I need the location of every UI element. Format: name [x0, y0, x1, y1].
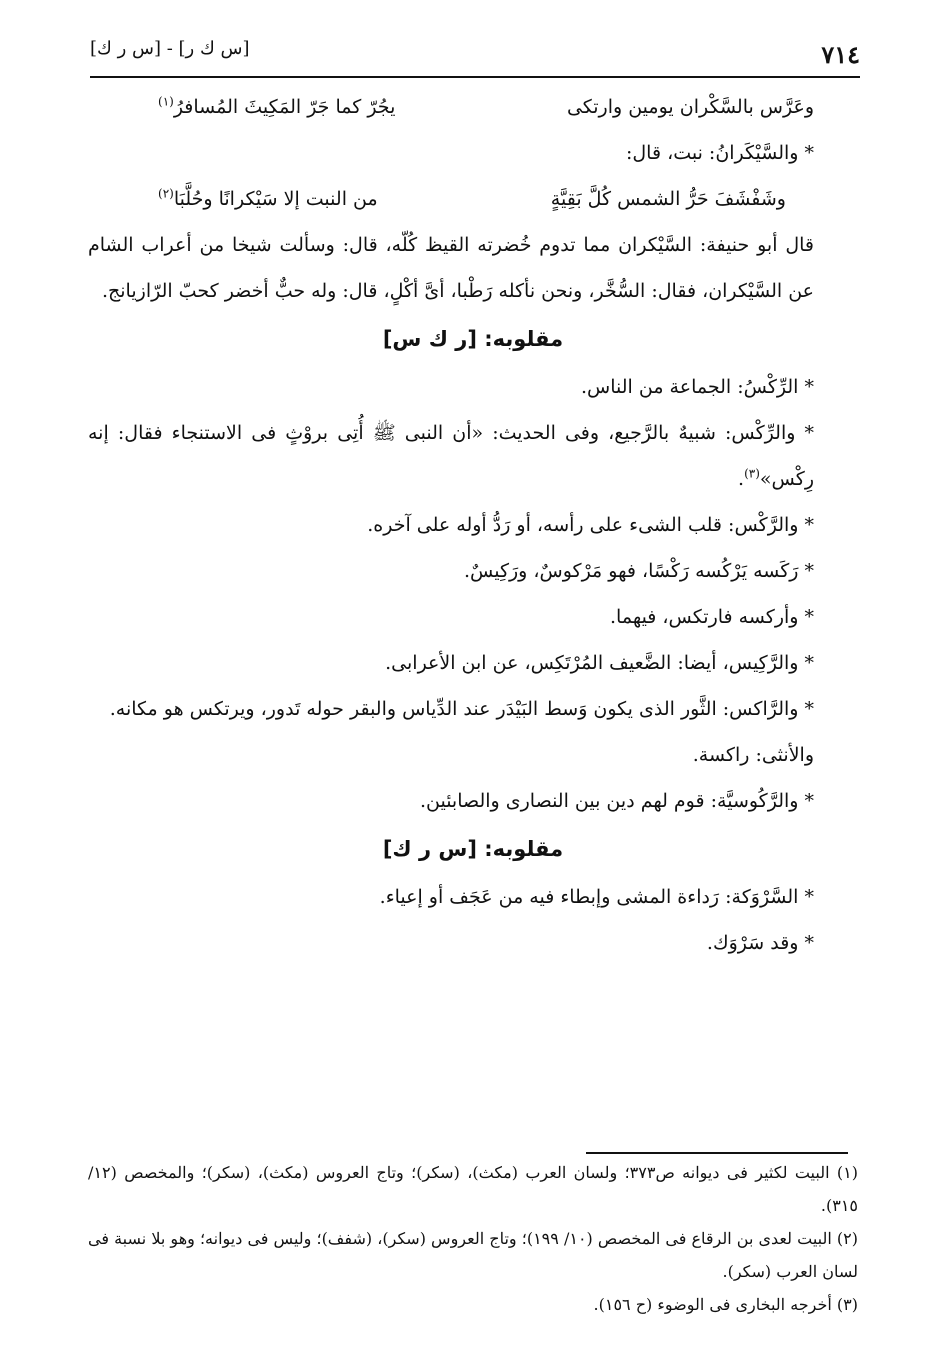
entry-rks-9: * والرَّكُوسيَّة: قوم لهم دين بين النصارى والصابئين. [419, 790, 814, 812]
section-heading-srk: مقلوبه: [س ر ك] [382, 837, 564, 861]
footnote-3: (٣) أخرجه البخارى فى الوضوء (ح ١٥٦). [593, 1295, 858, 1314]
footnote-2: (٢) البيت لعدى بن الرقاع فى المخصص (١٠/ ١٩٩)؛ وتاج العروس (سكر)، (شفف)؛ وليس فى ديوانه؛ وهو بلا نسبة فى لسان العرب (سكر). [88, 1229, 858, 1281]
verse-2 [88, 176, 858, 222]
footnotes [88, 1156, 858, 1321]
verse-1 [88, 84, 858, 130]
verse-1-first-hemistich: وعَرَّس بالسَّكْران يومين وارتكى [566, 96, 814, 118]
running-head-title: [س ك ر] - [س ر ك] [90, 38, 250, 59]
entry-srk-2: * وقد سَرْوَك. [706, 932, 814, 954]
verse-2-second-hemistich: من النبت إلا سَيْكرانًا وحُلَّبَا$^{(٢)}$ [158, 186, 378, 210]
footnote-rule [586, 1152, 848, 1154]
entry-rks-1: * الرِّكْسُ: الجماعة من الناس. [581, 376, 814, 398]
entry-saykaran: * والسَّيْكَرانُ: نبت، قال: [625, 142, 814, 164]
footnote-ref-1: (١) [158, 94, 174, 109]
page-number: ٧١٤ [821, 40, 860, 69]
footnote-ref-2: (٢) [158, 186, 174, 201]
header-rule [90, 76, 860, 78]
verse-1-second-hemistich: يجُرّ كما جَرّ المَكِيثَ المُسافرُ$^{(١)}$ [158, 94, 396, 118]
footnote-ref-3: (٣) [744, 466, 760, 481]
entry-rks-2: * والرِّكْس: شبيهٌ بالرَّجيع، وفى الحديث: «أن النبى ﷺ أُتِى بروْثٍ فى الاستنجاء فقال: إنه رِكْس»$^{(٣)}$. [88, 422, 814, 490]
entry-rks-8: والأنثى: راكسة. [692, 744, 814, 766]
entry-rks-5: * وأركسه فارتكس، فيهما. [610, 606, 814, 628]
running-head [90, 36, 860, 76]
entry-rks-3: * والرَّكْس: قلب الشىء على رأسه، أو رَدُّ أوله على آخره. [367, 514, 814, 536]
footnote-1: (١) البيت لكثير فى ديوانه ص٣٧٣؛ ولسان العرب (مكث)، (سكر)؛ وتاج العروس (مكث)، (سكر)؛ والمخصص (١٢/ ٣١٥). [88, 1163, 858, 1215]
abu-hanifa-paragraph: قال أبو حنيفة: السَّيْكران مما تدوم خُضرته القيظ كُلّه، قال: وسألت شيخا من أعراب الشام عن السَّيْكران، فقال: السُّخَّر، ونحن نأكله رَطْبا، أىَّ أكْلٍ، قال: وله حبٌّ أخضر كحبّ الرّازيانج. [88, 234, 814, 302]
entry-srk-1: * السَّرْوَكة: رَداءة المشى وإبطاء فيه من عَجَف أو إعياء. [379, 886, 814, 908]
verse-2-first-hemistich: وشَفْشَفَ حَرُّ الشمس كُلَّ بَقِيَّةٍ [550, 188, 786, 210]
section-heading-rks: مقلوبه: [ر ك س] [382, 327, 564, 351]
main-text [88, 84, 858, 966]
entry-rks-4: * رَكَسه يَرْكُسه رَكْسًا، فهو مَرْكوسٌ، ورَكِيسٌ. [463, 560, 814, 582]
entry-rks-7: * والرَّاكس: الثَّور الذى يكون وَسط البَيْدَر عند الدِّياس والبقر حوله تَدور، ويرتكس هو مكانه. [109, 698, 814, 720]
entry-rks-6: * والرَّكِيس، أيضا: الضَّعيف المُرْتَكِس، عن ابن الأعرابى. [385, 652, 814, 674]
